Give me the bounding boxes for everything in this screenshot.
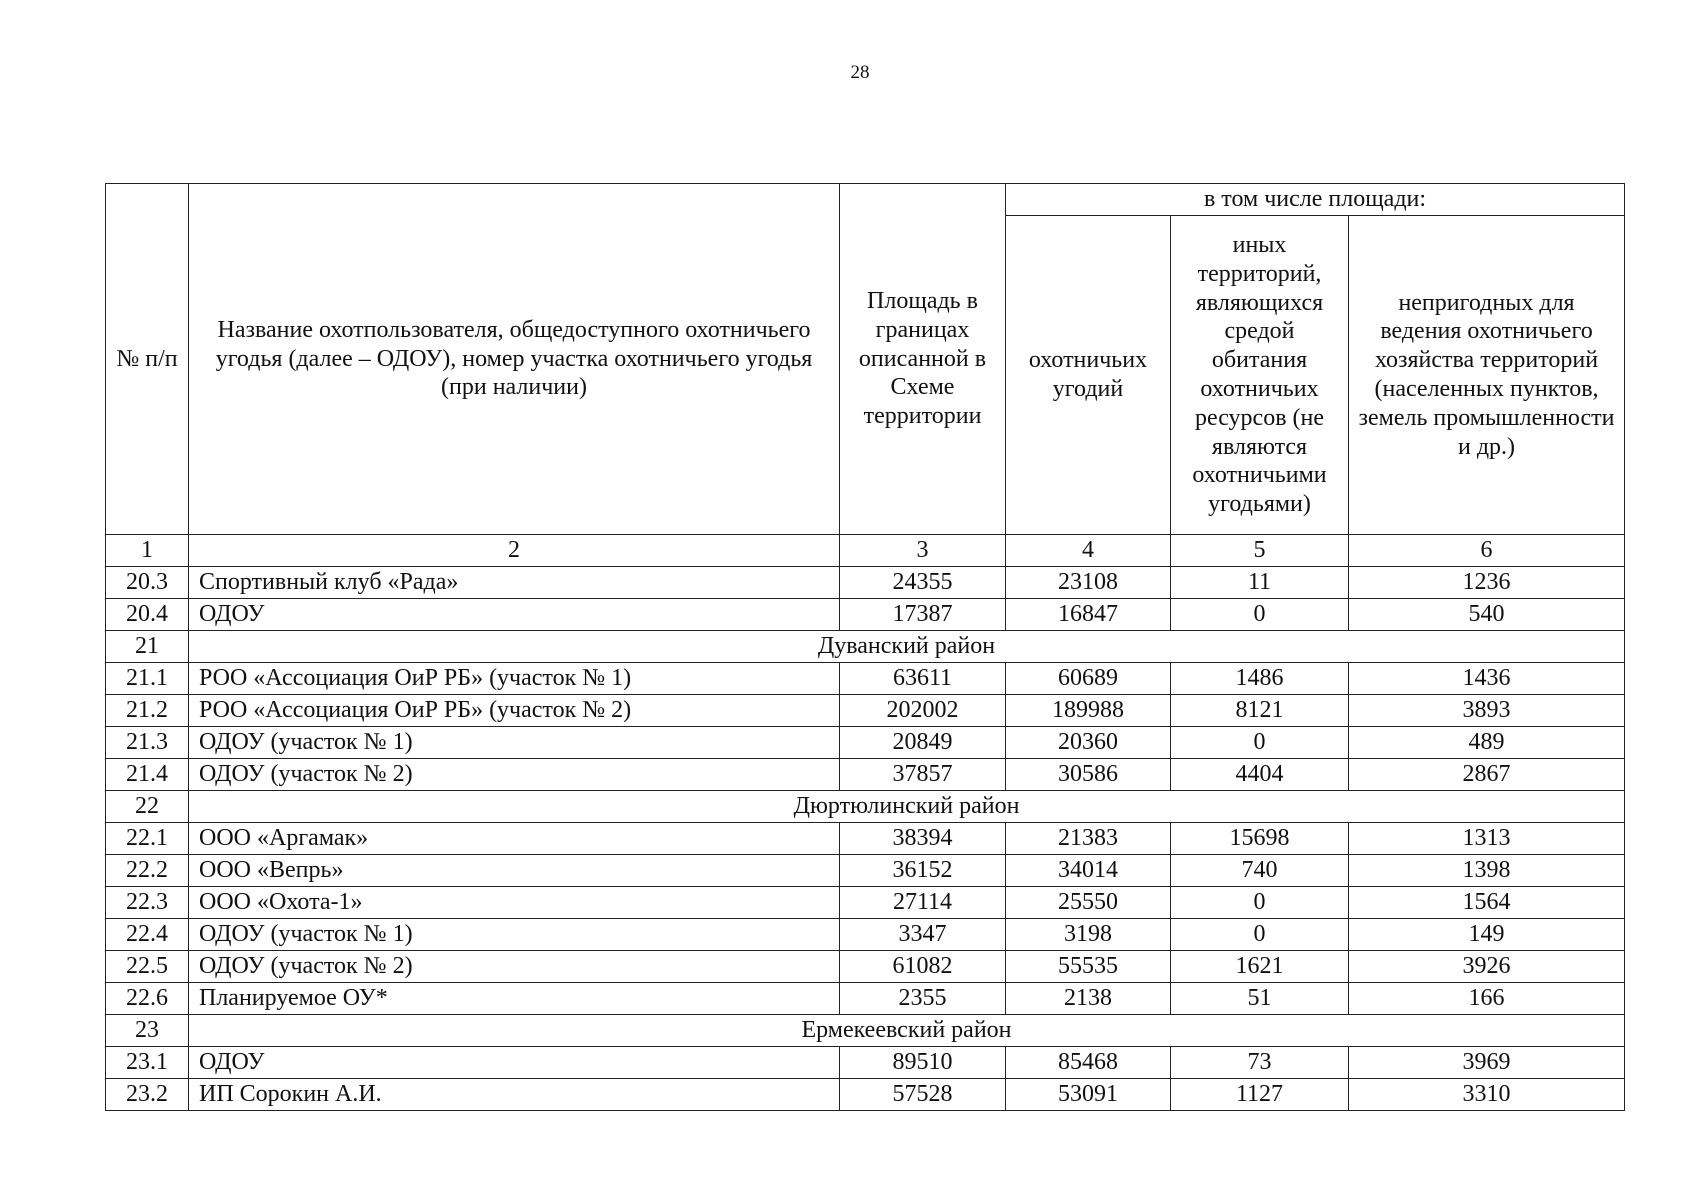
hunting-grounds-cell: 25550 [1006, 887, 1171, 919]
other-territories-cell: 0 [1171, 599, 1349, 631]
other-territories-cell: 8121 [1171, 695, 1349, 727]
row-name: ОДОУ (участок № 1) [189, 727, 840, 759]
row-name: РОО «Ассоциация ОиР РБ» (участок № 2) [189, 695, 840, 727]
row-number: 23.2 [106, 1079, 189, 1111]
other-territories-cell: 0 [1171, 887, 1349, 919]
row-number: 21.1 [106, 663, 189, 695]
hunting-grounds-cell: 55535 [1006, 951, 1171, 983]
table-row [106, 663, 1625, 695]
table-row [106, 1079, 1625, 1111]
row-name: ОДОУ (участок № 1) [189, 919, 840, 951]
total-area-cell: 27114 [840, 887, 1006, 919]
header-unsuitable-territories: непригодных для ведения охотничьего хозяйства территорий (населенных пунктов, земель промышленности и др.) [1349, 216, 1625, 535]
district-name: Дюртюлинский район [189, 791, 1625, 823]
table-row [106, 695, 1625, 727]
other-territories-cell: 11 [1171, 567, 1349, 599]
hunting-grounds-cell: 53091 [1006, 1079, 1171, 1111]
table-row [106, 599, 1625, 631]
total-area-cell: 20849 [840, 727, 1006, 759]
unsuitable-territories-cell: 149 [1349, 919, 1625, 951]
row-number: 22.5 [106, 951, 189, 983]
row-number: 21.2 [106, 695, 189, 727]
row-name: ОДОУ (участок № 2) [189, 759, 840, 791]
total-area-cell: 61082 [840, 951, 1006, 983]
column-numbers-row [106, 535, 1625, 567]
unsuitable-territories-cell: 540 [1349, 599, 1625, 631]
unsuitable-territories-cell: 3310 [1349, 1079, 1625, 1111]
total-area-cell: 38394 [840, 823, 1006, 855]
unsuitable-territories-cell: 489 [1349, 727, 1625, 759]
other-territories-cell: 0 [1171, 727, 1349, 759]
total-area-cell: 36152 [840, 855, 1006, 887]
row-number: 22.1 [106, 823, 189, 855]
hunting-grounds-cell: 60689 [1006, 663, 1171, 695]
district-row [106, 791, 1625, 823]
other-territories-cell: 1127 [1171, 1079, 1349, 1111]
hunting-grounds-cell: 21383 [1006, 823, 1171, 855]
other-territories-cell: 1621 [1171, 951, 1349, 983]
hunting-grounds-cell: 3198 [1006, 919, 1171, 951]
row-name: Планируемое ОУ* [189, 983, 840, 1015]
header-name: Название охотпользователя, общедоступного охотничьего угодья (далее – ОДОУ), номер участка охотничьего угодья (при наличии) [189, 184, 840, 535]
unsuitable-territories-cell: 1564 [1349, 887, 1625, 919]
district-name: Дуванский район [189, 631, 1625, 663]
other-territories-cell: 73 [1171, 1047, 1349, 1079]
other-territories-cell: 15698 [1171, 823, 1349, 855]
column-number: 5 [1171, 535, 1349, 567]
row-number: 21 [106, 631, 189, 663]
unsuitable-territories-cell: 1236 [1349, 567, 1625, 599]
row-number: 21.3 [106, 727, 189, 759]
hunting-grounds-cell: 2138 [1006, 983, 1171, 1015]
row-name: ООО «Охота-1» [189, 887, 840, 919]
header-total-area: Площадь в границах описанной в Схеме территории [840, 184, 1006, 535]
table-row [106, 919, 1625, 951]
row-name: ИП Сорокин А.И. [189, 1079, 840, 1111]
row-number: 22.6 [106, 983, 189, 1015]
hunting-grounds-cell: 30586 [1006, 759, 1171, 791]
row-name: РОО «Ассоциация ОиР РБ» (участок № 1) [189, 663, 840, 695]
total-area-cell: 3347 [840, 919, 1006, 951]
total-area-cell: 24355 [840, 567, 1006, 599]
column-number: 1 [106, 535, 189, 567]
table-row [106, 823, 1625, 855]
total-area-cell: 2355 [840, 983, 1006, 1015]
row-number: 22.2 [106, 855, 189, 887]
hunting-grounds-cell: 85468 [1006, 1047, 1171, 1079]
row-name: ОДОУ (участок № 2) [189, 951, 840, 983]
unsuitable-territories-cell: 3969 [1349, 1047, 1625, 1079]
hunting-grounds-cell: 34014 [1006, 855, 1171, 887]
table-row [106, 759, 1625, 791]
column-number: 3 [840, 535, 1006, 567]
other-territories-cell: 740 [1171, 855, 1349, 887]
header-other-territories: иных территорий, являющихся средой обитания охотничьих ресурсов (не являются охотничьими угодьями) [1171, 216, 1349, 535]
total-area-cell: 17387 [840, 599, 1006, 631]
unsuitable-territories-cell: 3893 [1349, 695, 1625, 727]
column-number: 2 [189, 535, 840, 567]
other-territories-cell: 0 [1171, 919, 1349, 951]
header-group-areas: в том числе площади: [1006, 184, 1625, 216]
district-row [106, 631, 1625, 663]
row-number: 22 [106, 791, 189, 823]
other-territories-cell: 51 [1171, 983, 1349, 1015]
row-number: 22.3 [106, 887, 189, 919]
total-area-cell: 37857 [840, 759, 1006, 791]
row-name: ОДОУ [189, 1047, 840, 1079]
unsuitable-territories-cell: 1398 [1349, 855, 1625, 887]
unsuitable-territories-cell: 1436 [1349, 663, 1625, 695]
unsuitable-territories-cell: 1313 [1349, 823, 1625, 855]
row-number: 23 [106, 1015, 189, 1047]
table-row [106, 855, 1625, 887]
row-name: ОДОУ [189, 599, 840, 631]
row-name: ООО «Вепрь» [189, 855, 840, 887]
district-row [106, 1015, 1625, 1047]
row-name: Спортивный клуб «Рада» [189, 567, 840, 599]
hunting-grounds-cell: 189988 [1006, 695, 1171, 727]
row-number: 20.4 [106, 599, 189, 631]
table-row [106, 567, 1625, 599]
row-name: ООО «Аргамак» [189, 823, 840, 855]
hunting-grounds-table [105, 183, 1625, 1111]
table-row [106, 1047, 1625, 1079]
header-row-number: № п/п [106, 184, 189, 535]
total-area-cell: 57528 [840, 1079, 1006, 1111]
row-number: 20.3 [106, 567, 189, 599]
district-name: Ермекеевский район [189, 1015, 1625, 1047]
table-row [106, 727, 1625, 759]
table-row [106, 887, 1625, 919]
unsuitable-territories-cell: 3926 [1349, 951, 1625, 983]
table-row [106, 983, 1625, 1015]
table-row [106, 951, 1625, 983]
other-territories-cell: 1486 [1171, 663, 1349, 695]
column-number: 4 [1006, 535, 1171, 567]
total-area-cell: 63611 [840, 663, 1006, 695]
row-number: 22.4 [106, 919, 189, 951]
row-number: 23.1 [106, 1047, 189, 1079]
unsuitable-territories-cell: 2867 [1349, 759, 1625, 791]
hunting-grounds-cell: 20360 [1006, 727, 1171, 759]
page-number: 28 [850, 62, 870, 83]
unsuitable-territories-cell: 166 [1349, 983, 1625, 1015]
column-number: 6 [1349, 535, 1625, 567]
total-area-cell: 89510 [840, 1047, 1006, 1079]
header-hunting-grounds: охотничьих угодий [1006, 216, 1171, 535]
total-area-cell: 202002 [840, 695, 1006, 727]
row-number: 21.4 [106, 759, 189, 791]
hunting-grounds-cell: 23108 [1006, 567, 1171, 599]
other-territories-cell: 4404 [1171, 759, 1349, 791]
hunting-grounds-cell: 16847 [1006, 599, 1171, 631]
